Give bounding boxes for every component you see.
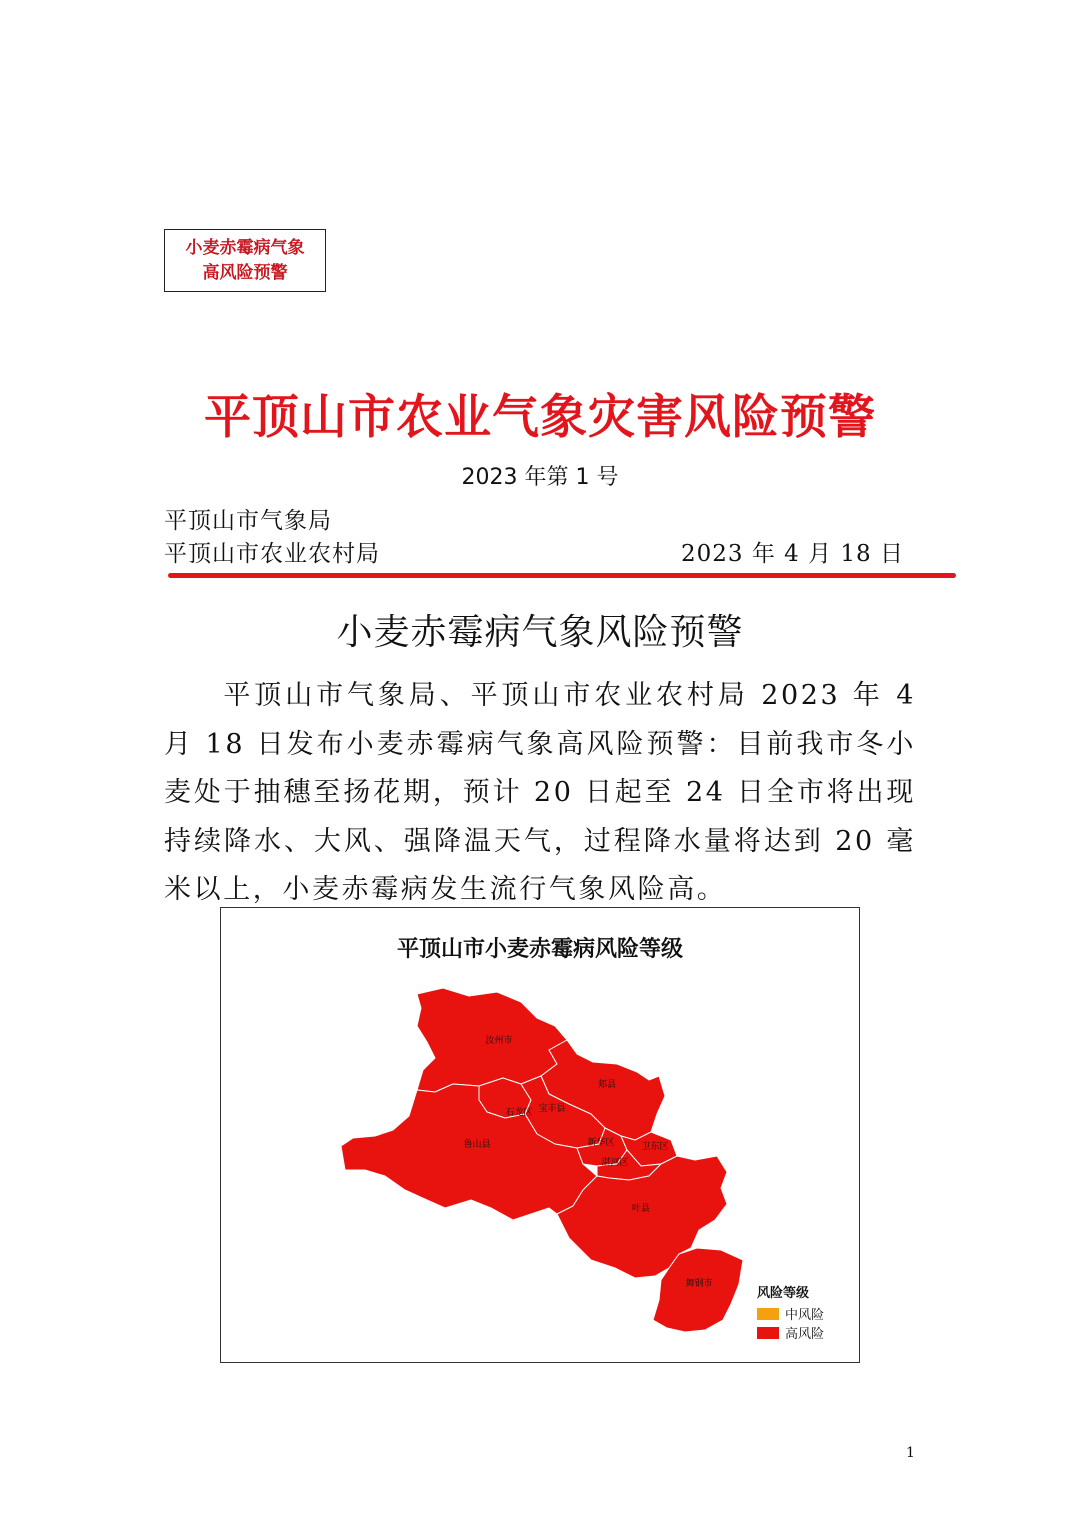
stamp-line-1: 小麦赤霉病气象 — [185, 237, 305, 258]
agency-meteorological: 平顶山市气象局 — [164, 508, 332, 534]
label-yexian: 叶县 — [631, 1204, 651, 1214]
label-zhanhe: 湛河区 — [601, 1158, 629, 1168]
page-number: 1 — [906, 1445, 915, 1461]
legend-title: 风险等级 — [757, 1286, 810, 1301]
legend-item-high — [757, 1323, 824, 1342]
label-jiaxian: 郏县 — [597, 1080, 617, 1090]
map-legend — [757, 1282, 824, 1342]
label-shilong: 石龙区 — [505, 1108, 533, 1118]
issue-date: 2023 年 4 月 18 日 — [681, 541, 904, 567]
label-wugang: 舞钢市 — [685, 1279, 713, 1289]
red-divider-line — [168, 573, 956, 578]
label-xinhua: 新华区 — [587, 1138, 615, 1148]
label-lushan: 鲁山县 — [463, 1140, 491, 1150]
document-title: 小麦赤霉病气象风险预警 — [336, 612, 744, 653]
label-ruzhou: 汝州市 — [485, 1036, 513, 1046]
issue-number: 2023 年第 1 号 — [461, 465, 619, 490]
agency-agriculture: 平顶山市农业农村局 — [164, 541, 380, 567]
risk-map-figure — [220, 907, 860, 1363]
map-title: 平顶山市小麦赤霉病风险等级 — [396, 936, 683, 962]
warning-stamp-box — [164, 229, 326, 292]
legend-label-medium: 中风险 — [785, 1308, 825, 1323]
body-paragraph: 平顶山市气象局、平顶山市农业农村局 2023 年 4 月 18 日发布小麦赤霉病气象高风险预警：目前我市冬小麦处于抽穗至扬花期，预计 20 日起至 24 日全市将出现持续降水、大风、强降温天气，过程降水量将达到 20 毫米以上，小麦赤霉病发生流行气象风险高。 — [164, 680, 916, 905]
label-baofeng: 宝丰县 — [538, 1104, 566, 1114]
stamp-line-2: 高风险预警 — [202, 262, 288, 283]
legend-swatch-high — [757, 1327, 779, 1339]
legend-swatch-medium — [757, 1308, 779, 1320]
masthead-title: 平顶山市农业气象灾害风险预警 — [204, 390, 876, 445]
legend-label-high: 高风险 — [785, 1327, 825, 1342]
legend-item-medium — [757, 1304, 824, 1323]
label-weidong: 卫东区 — [641, 1142, 669, 1152]
